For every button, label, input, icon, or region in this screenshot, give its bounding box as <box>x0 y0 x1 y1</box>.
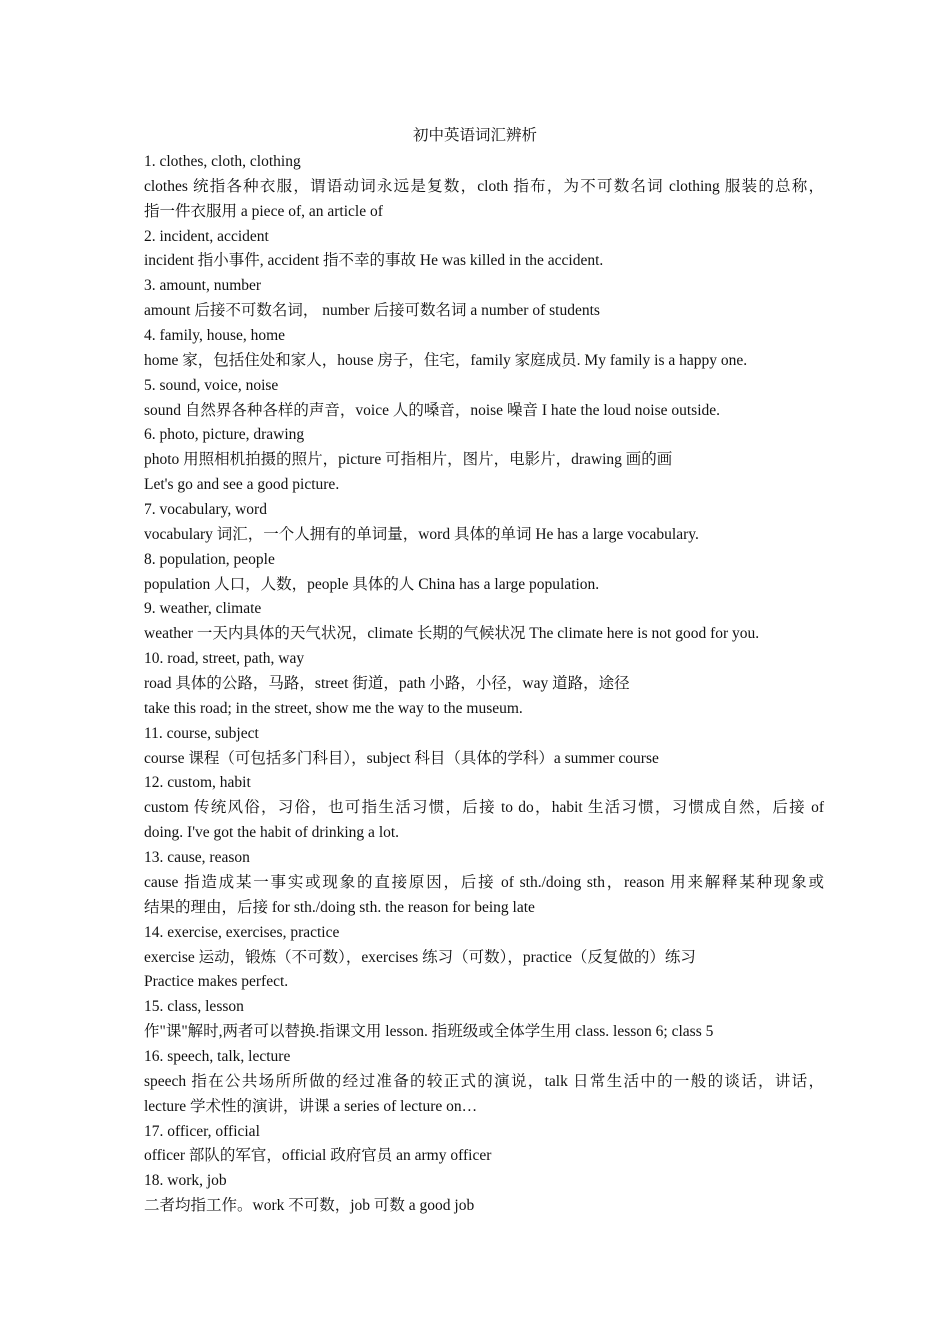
document-title: 初中英语词汇辨析 <box>412 127 537 144</box>
entry-heading: 9. weather, climate <box>144 600 262 618</box>
entry-text: incident 指小事件, accident 指不幸的事故 He was killed in the accident. <box>144 252 604 270</box>
entry-heading: 12. custom, habit <box>144 774 251 792</box>
entry-heading: 11. course, subject <box>144 724 259 742</box>
entry-text: sound 自然界各种各样的声音，voice 人的嗓音，noise 噪音 I hate the loud noise outside. <box>144 401 721 419</box>
entry-text: home 家，包括住处和家人，house 房子，住宅，family 家庭成员. My family is a happy one. <box>144 351 748 369</box>
entry-heading: 6. photo, picture, drawing <box>144 426 305 444</box>
entry-text: 结果的理由，后接 for sth./doing sth. the reason for being late <box>144 898 535 916</box>
entry-text: population 人口，人数，people 具体的人 China has a large population. <box>144 575 600 593</box>
entry-heading: 8. population, people <box>144 550 275 568</box>
entry-text: officer 部队的军官，official 政府官员 an army officer <box>144 1147 492 1165</box>
entry-text: amount 后接不可数名词， number 后接可数名词 a number of students <box>144 302 600 320</box>
entry-text: doing. I've got the habit of drinking a lot. <box>144 824 400 842</box>
entry-heading: 5. sound, voice, noise <box>144 376 279 394</box>
entry-text: course 课程（可包括多门科目），subject 科目（具体的学科）a summer course <box>144 749 659 767</box>
entry-text: 作"课"解时,两者可以替换.指课文用 lesson. 指班级或全体学生用 class. lesson 6; class 5 <box>144 1023 714 1041</box>
entry-text: lecture 学术性的演讲，讲课 a series of lecture on… <box>144 1097 478 1115</box>
entry-example: Let's go and see a good picture. <box>144 476 340 494</box>
entry-heading: 14. exercise, exercises, practice <box>144 923 340 941</box>
entry-heading: 2. incident, accident <box>144 227 269 245</box>
entry-text: vocabulary 词汇，一个人拥有的单词量，word 具体的单词 He has a large vocabulary. <box>144 525 699 543</box>
entry-heading: 13. cause, reason <box>144 849 250 867</box>
entry-heading: 3. amount, number <box>144 277 262 295</box>
entry-text: exercise 运动，锻炼（不可数），exercises 练习（可数），practice（反复做的）练习 <box>144 948 696 966</box>
entry-text: road 具体的公路，马路，street 街道，path 小路，小径，way 道路，途径 <box>144 675 630 693</box>
entry-text: clothes 统指各种衣服，谓语动词永远是复数，cloth 指布，为不可数名词 clothing 服装的总称， <box>144 177 824 195</box>
entry-heading: 18. work, job <box>144 1172 227 1190</box>
entry-heading: 10. road, street, path, way <box>144 650 305 668</box>
entry-text: photo 用照相机拍摄的照片，picture 可指相片，图片，电影片，drawing 画的画 <box>144 451 673 469</box>
entry-heading: 17. officer, official <box>144 1122 260 1140</box>
entry-text: cause 指造成某一事实或现象的直接原因，后接 of sth./doing sth，reason 用来解释某种现象或 <box>144 873 824 891</box>
entry-example: Practice makes perfect. <box>144 973 289 991</box>
document-body <box>144 150 824 1219</box>
entry-text: 二者均指工作。work 不可数，job 可数 a good job <box>144 1197 475 1215</box>
entry-text: weather 一天内具体的天气状况，climate 长期的气候状况 The climate here is not good for you. <box>144 625 760 643</box>
entry-heading: 16. speech, talk, lecture <box>144 1047 291 1065</box>
entry-heading: 4. family, house, home <box>144 327 286 345</box>
entry-example: take this road; in the street, show me the way to the museum. <box>144 699 523 717</box>
entry-heading: 15. class, lesson <box>144 998 244 1016</box>
entry-text: custom 传统风俗，习俗，也可指生活习惯，后接 to do，habit 生活习惯，习惯成自然，后接 of <box>144 799 824 817</box>
entry-heading: 1. clothes, cloth, clothing <box>144 153 301 170</box>
entry-text: 指一件衣服用 a piece of, an article of <box>144 202 383 220</box>
entry-text: speech 指在公共场所所做的经过准备的较正式的演说，talk 日常生活中的一般的谈话，讲话， <box>144 1072 824 1090</box>
entry-heading: 7. vocabulary, word <box>144 501 267 519</box>
